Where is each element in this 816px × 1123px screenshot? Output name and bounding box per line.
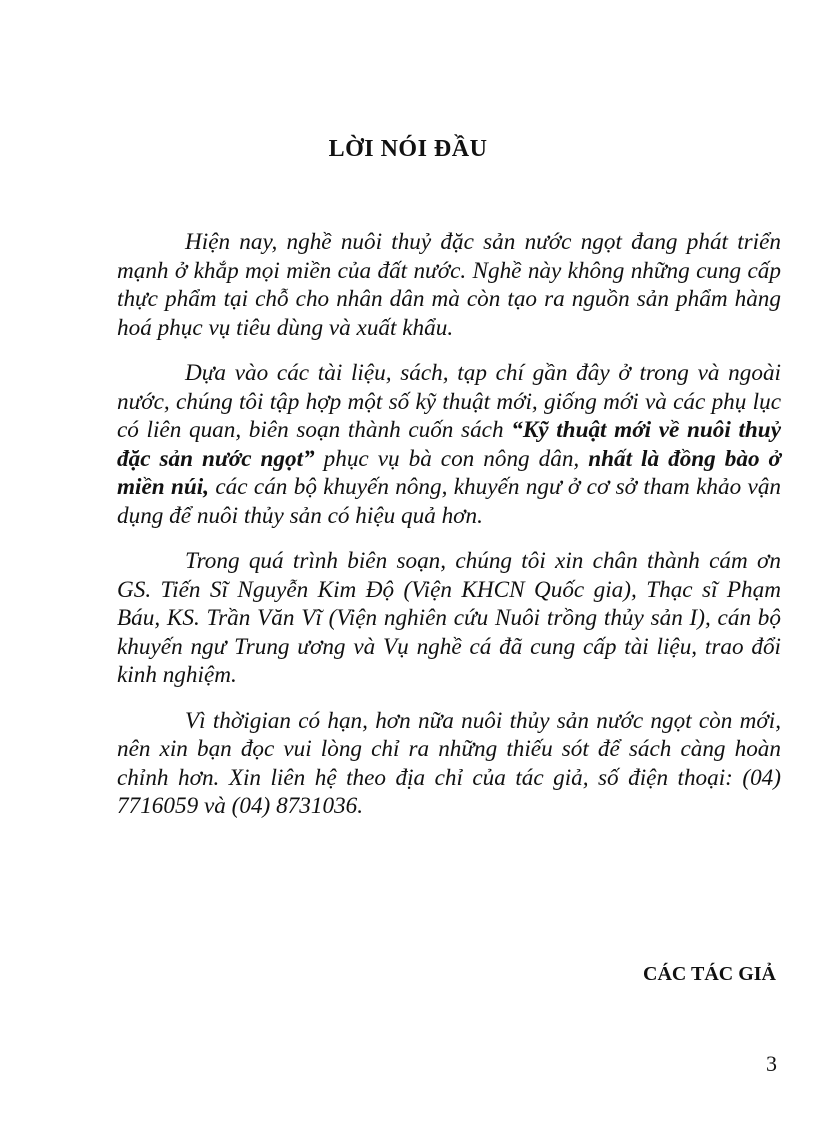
paragraph-sources-text-3: các cán bộ khuyến nông, khuyến ngư ở cơ sở tham khảo vận dụng để nuôi thủy sản có hiệu quả hơn. (117, 474, 782, 529)
book-title: “Kỹ thuật mới về nuôi thuỷ đặc sản nước ngọt” (117, 417, 781, 472)
emphasis-text: nhất là đồng bào ở miền núi, (117, 445, 781, 500)
page-number: 3 (766, 1051, 777, 1076)
paragraph-sources-text-1: Dựa vào các tài liệu, sách, tạp chí gần đây ở trong và ngoài nước, chúng tôi tập hợp một số kỹ thuật mới, giống mới và các phụ lục có liên quan, biên soạn thành cuốn sách (117, 360, 781, 443)
paragraph-sources-text-2: phục vụ bà con nông dân, (314, 445, 589, 472)
paragraph-acknowledgements: Trong quá trình biên soạn, chúng tôi xin chân thành cám ơn GS. Tiến Sĩ Nguyễn Kim Độ (Viện KHCN Quốc gia), Thạc sĩ Phạm Báu, KS. Trần Văn Vĩ (Viện nghiên cứu Nuôi trồng thủy sản I), cán bộ khuyến ngư Trung ương và Vụ nghề cá đã cung cấp tài liệu, trao đổi kinh nghiệm. (117, 548, 781, 688)
author-signature: CÁC TÁC GIẢ (643, 963, 776, 985)
paragraph-contact: Vì thờigian có hạn, hơn nữa nuôi thủy sản nước ngọt còn mới, nên xin bạn đọc vui lòng chỉ ra những thiếu sót để sách càng hoàn chỉnh hơn. Xin liên hệ theo địa chỉ của tác giả, số điện thoại: (04) 7716059 và (04) 8731036. (117, 707, 781, 819)
preface-body (117, 228, 781, 838)
paragraph-intro: Hiện nay, nghề nuôi thuỷ đặc sản nước ngọt đang phát triển mạnh ở khắp mọi miền của đất nước. Nghề này không những cung cấp thực phẩm tại chỗ cho nhân dân mà còn tạo ra nguồn sản phẩm hàng hoá phục vụ tiêu dùng và xuất khẩu. (117, 229, 781, 341)
page-title: LỜI NÓI ĐẦU (328, 136, 488, 162)
paragraph-sources (117, 359, 781, 530)
